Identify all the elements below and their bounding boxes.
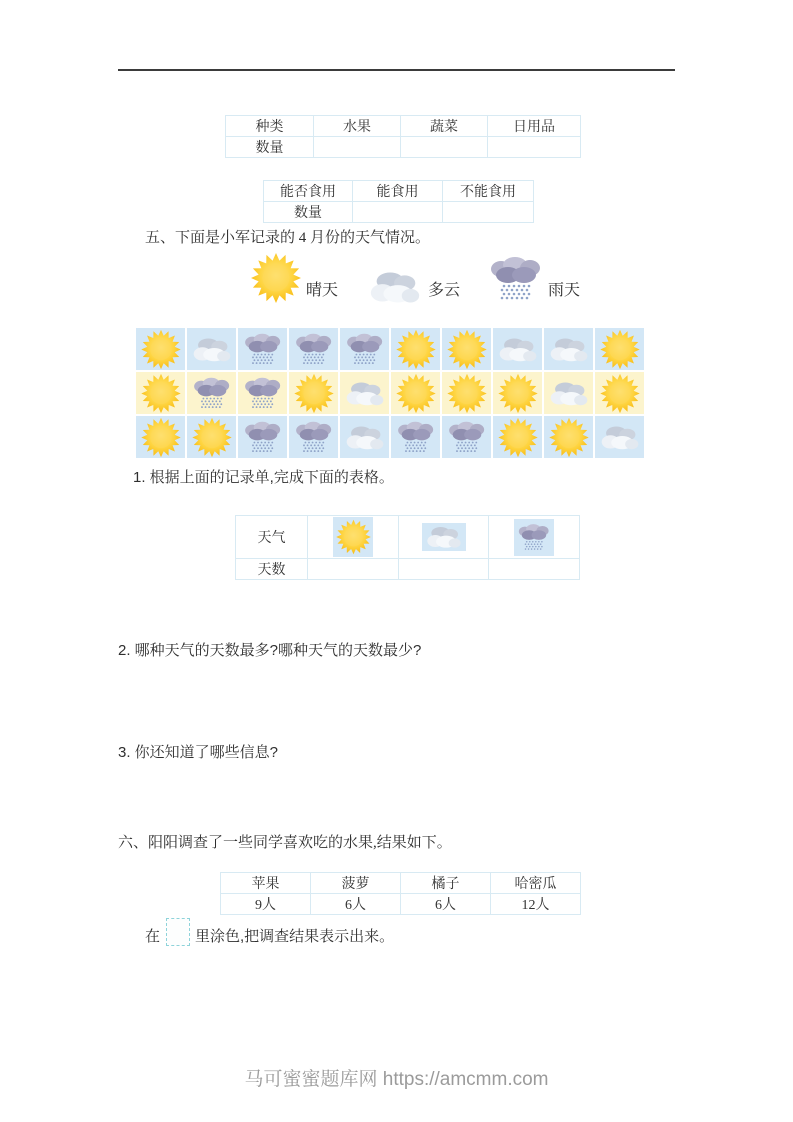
cell-edible-header: 能食用 bbox=[353, 181, 443, 202]
sun-icon bbox=[335, 519, 372, 555]
cloud-icon bbox=[598, 424, 642, 451]
question-2: 2. 哪种天气的天数最多?哪种天气的天数最少? bbox=[118, 642, 422, 659]
header-rule bbox=[118, 69, 675, 71]
rain-icon bbox=[294, 420, 334, 455]
cloud-icon bbox=[496, 336, 540, 363]
sun-icon bbox=[139, 373, 183, 414]
sun-icon bbox=[496, 417, 540, 458]
section-5-heading: 五、下面是小军记录的 4 月份的天气情况。 bbox=[145, 230, 431, 246]
weather-cell bbox=[238, 328, 287, 370]
sun-icon bbox=[190, 417, 234, 458]
weather-cell bbox=[136, 328, 185, 370]
cell-pineapple-count: 6人 bbox=[311, 894, 401, 915]
weather-cell bbox=[289, 416, 338, 458]
weather-cell bbox=[340, 416, 389, 458]
weather-cell bbox=[391, 416, 440, 458]
weather-cell bbox=[544, 416, 593, 458]
weather-cell bbox=[136, 372, 185, 414]
empty-cell bbox=[401, 137, 488, 158]
question-3: 3. 你还知道了哪些信息? bbox=[118, 744, 279, 761]
weather-cell bbox=[238, 372, 287, 414]
table-row bbox=[221, 873, 581, 894]
weather-cell bbox=[493, 416, 542, 458]
table-row bbox=[236, 559, 580, 580]
question-1: 1. 根据上面的记录单,完成下面的表格。 bbox=[133, 469, 394, 486]
cloud-icon bbox=[190, 336, 234, 363]
legend-label-cloudy: 多云 bbox=[428, 282, 461, 299]
sun-icon bbox=[250, 250, 302, 306]
weather-cell bbox=[595, 416, 644, 458]
coloring-instruction bbox=[145, 916, 394, 946]
empty-cell bbox=[399, 559, 489, 580]
cell-vegetable-header: 蔬菜 bbox=[401, 116, 488, 137]
cell-cantaloupe-count: 12人 bbox=[491, 894, 581, 915]
weather-cell bbox=[187, 416, 236, 458]
sun-icon bbox=[547, 417, 591, 458]
sun-icon bbox=[139, 417, 183, 458]
sun-cell-background bbox=[333, 517, 373, 557]
rain-icon bbox=[396, 420, 436, 455]
table-row bbox=[236, 516, 580, 559]
sun-icon bbox=[445, 373, 489, 414]
rain-icon bbox=[243, 376, 283, 411]
empty-cell bbox=[314, 137, 401, 158]
cloud-icon bbox=[547, 336, 591, 363]
sun-icon bbox=[139, 329, 183, 370]
fruit-survey-table bbox=[220, 872, 581, 915]
weather-cell bbox=[442, 328, 491, 370]
empty-cell bbox=[488, 137, 581, 158]
sun-icon bbox=[598, 329, 642, 370]
rain-cell-background bbox=[514, 519, 554, 556]
weather-cell bbox=[391, 372, 440, 414]
cell-weather-label: 天气 bbox=[236, 516, 308, 559]
rain-icon bbox=[517, 522, 551, 553]
cloud-icon bbox=[366, 269, 424, 305]
empty-cell bbox=[308, 559, 399, 580]
cell-tangerine-header: 橘子 bbox=[401, 873, 491, 894]
weather-cell bbox=[391, 328, 440, 370]
rain-icon bbox=[243, 420, 283, 455]
section-6-heading: 六、阳阳调查了一些同学喜欢吃的水果,结果如下。 bbox=[118, 835, 452, 851]
weather-cell bbox=[544, 372, 593, 414]
instruction-suffix: 里涂色,把调查结果表示出来。 bbox=[195, 928, 395, 945]
cell-not-edible-header: 不能食用 bbox=[443, 181, 534, 202]
cloud-icon bbox=[343, 380, 387, 407]
cell-sun-header bbox=[308, 516, 399, 559]
cell-apple-header: 苹果 bbox=[221, 873, 311, 894]
rain-icon bbox=[345, 332, 385, 367]
weather-cell bbox=[340, 328, 389, 370]
cell-cantaloupe-header: 哈密瓜 bbox=[491, 873, 581, 894]
weather-cell bbox=[595, 328, 644, 370]
sun-icon bbox=[598, 373, 642, 414]
cell-pineapple-header: 菠萝 bbox=[311, 873, 401, 894]
weather-cell bbox=[340, 372, 389, 414]
sun-icon bbox=[394, 329, 438, 370]
table-row bbox=[264, 181, 534, 202]
legend-label-rainy: 雨天 bbox=[548, 282, 581, 299]
weather-cell bbox=[136, 416, 185, 458]
rain-icon bbox=[447, 420, 487, 455]
weather-cell bbox=[595, 372, 644, 414]
weather-cell bbox=[289, 328, 338, 370]
site-watermark: 马可蜜蜜题库网 https://amcmm.com bbox=[244, 1069, 549, 1090]
cloud-icon bbox=[547, 380, 591, 407]
rain-icon bbox=[294, 332, 334, 367]
cell-quantity-label: 数量 bbox=[226, 137, 314, 158]
cell-quantity-label: 数量 bbox=[264, 202, 353, 223]
cell-cloud-header bbox=[399, 516, 489, 559]
weather-cell bbox=[442, 372, 491, 414]
weather-cell bbox=[493, 372, 542, 414]
weather-cell bbox=[238, 416, 287, 458]
rain-icon bbox=[192, 376, 232, 411]
sun-icon bbox=[394, 373, 438, 414]
table-row bbox=[264, 202, 534, 223]
empty-cell bbox=[443, 202, 534, 223]
sun-icon bbox=[445, 329, 489, 370]
table-row bbox=[226, 137, 581, 158]
cell-edible-question-header: 能否食用 bbox=[264, 181, 353, 202]
cloud-cell-background bbox=[422, 523, 466, 551]
cell-tangerine-count: 6人 bbox=[401, 894, 491, 915]
empty-cell bbox=[489, 559, 580, 580]
weather-legend bbox=[250, 248, 580, 306]
edible-table bbox=[263, 180, 534, 223]
sun-icon bbox=[496, 373, 540, 414]
empty-cell bbox=[353, 202, 443, 223]
weather-cell bbox=[187, 372, 236, 414]
weather-record-grid bbox=[136, 328, 644, 458]
cloud-icon bbox=[343, 424, 387, 451]
cloud-icon bbox=[424, 525, 464, 549]
weather-summary-table bbox=[235, 515, 580, 580]
legend-label-sunny: 晴天 bbox=[306, 282, 339, 299]
cell-category-label: 种类 bbox=[226, 116, 314, 137]
table-row bbox=[226, 116, 581, 137]
color-target-box bbox=[166, 918, 190, 946]
cell-daily-goods-header: 日用品 bbox=[488, 116, 581, 137]
cell-rain-header bbox=[489, 516, 580, 559]
weather-cell bbox=[493, 328, 542, 370]
cell-days-label: 天数 bbox=[236, 559, 308, 580]
cell-apple-count: 9人 bbox=[221, 894, 311, 915]
sun-icon bbox=[292, 373, 336, 414]
weather-cell bbox=[187, 328, 236, 370]
category-table bbox=[225, 115, 581, 158]
cell-fruit-header: 水果 bbox=[314, 116, 401, 137]
weather-cell bbox=[289, 372, 338, 414]
weather-cell bbox=[442, 416, 491, 458]
rain-icon bbox=[243, 332, 283, 367]
rain-icon bbox=[488, 254, 544, 304]
instruction-prefix: 在 bbox=[145, 928, 161, 945]
table-row bbox=[221, 894, 581, 915]
weather-cell bbox=[544, 328, 593, 370]
